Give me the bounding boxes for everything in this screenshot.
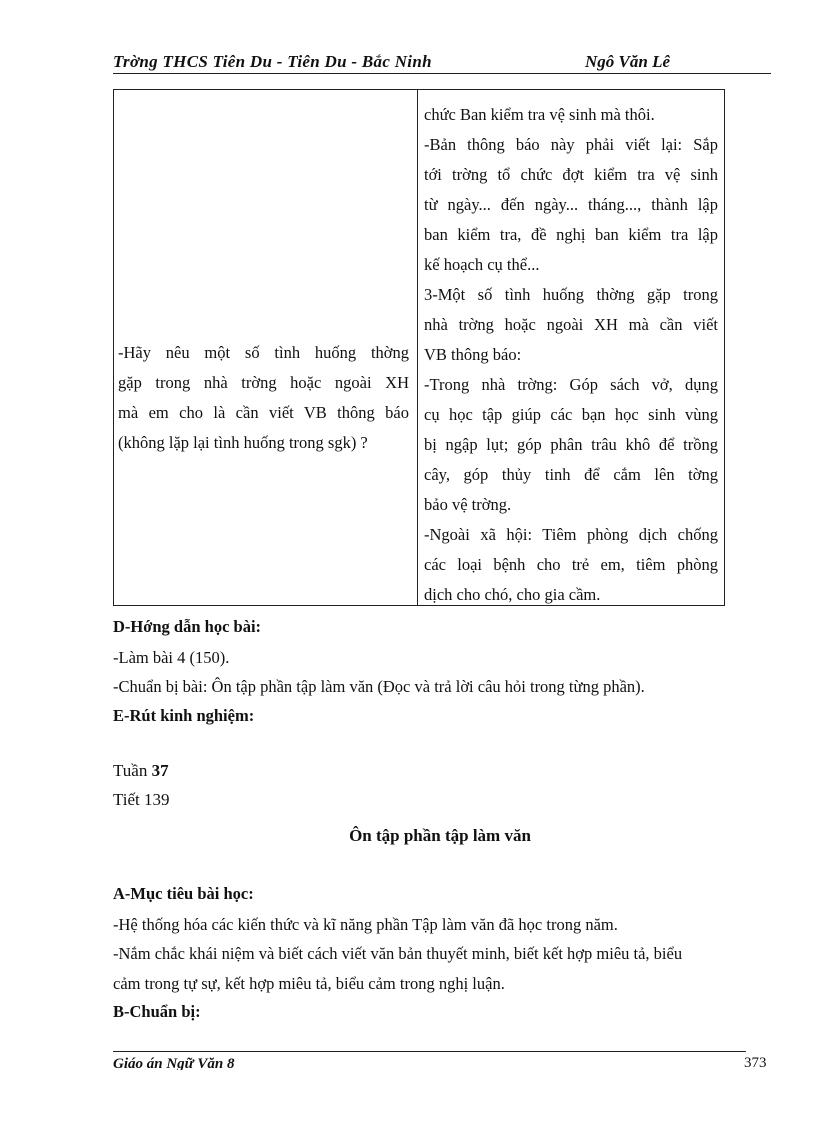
table-answer-cell (424, 100, 718, 610)
answer-line: -Trong nhà trờng: Góp sách vở, dụng (424, 375, 718, 394)
section-e-heading: E-Rút kinh nghiệm: (113, 706, 255, 725)
answer-line: cụ học tập giúp các bạn học sinh vùng (424, 405, 718, 424)
question-line: gặp trong nhà trờng hoặc ngoài XH (118, 373, 409, 392)
table-column-divider (417, 90, 418, 605)
section-d-item: -Chuẩn bị bài: Ôn tập phần tập làm văn (Đọc và trả lời câu hỏi trong từng phần). (113, 677, 645, 696)
answer-line: các loại bệnh cho trẻ em, tiêm phòng (424, 555, 718, 574)
answer-line: kế hoạch cụ thể... (424, 255, 540, 274)
section-a-line: -Nắm chắc khái niệm và biết cách viết văn bản thuyết minh, biết kết hợp miêu tả, biểu (113, 944, 683, 963)
section-a-line: cảm trong tự sự, kết hợp miêu tả, biểu cảm trong nghị luận. (113, 974, 505, 993)
week-number: 37 (151, 761, 169, 780)
section-d-heading: D-Hớng dẫn học bài: (113, 617, 262, 636)
page-header-author: Ngô Văn Lê (585, 52, 670, 71)
page-footer-title: Giáo án Ngữ Văn 8 (113, 1056, 235, 1070)
header-divider (113, 73, 771, 74)
week-label: Tuần 37 (113, 761, 169, 780)
answer-line: tới trờng tổ chức đợt kiểm tra vệ sinh (424, 165, 718, 184)
answer-line: chức Ban kiểm tra vệ sinh mà thôi. (424, 105, 655, 124)
lesson-title: Ôn tập phần tập làm văn (349, 826, 531, 845)
answer-line: bị ngập lụt; góp phân trâu khô để trồng (424, 435, 718, 454)
question-line: (không lặp lại tình huống trong sgk) ? (118, 433, 368, 452)
section-a-line: -Hệ thống hóa các kiến thức và kĩ năng phần Tập làm văn đã học trong năm. (113, 915, 618, 934)
answer-line: từ ngày... đến ngày... tháng..., thành lập (424, 195, 718, 214)
page-number: 373 (744, 1055, 767, 1071)
section-b-heading: B-Chuẩn bị: (113, 1002, 201, 1021)
period-label: Tiết 139 (113, 790, 170, 809)
answer-line: dịch cho chó, cho gia cầm. (424, 585, 601, 604)
page-header-school: Trờng THCS Tiên Du - Tiên Du - Bắc Ninh (113, 52, 432, 71)
question-line: -Hãy nêu một số tình huống thờng (118, 343, 409, 362)
footer-divider (113, 1051, 746, 1052)
answer-line: -Ngoài xã hội: Tiêm phòng dịch chống (424, 525, 718, 544)
section-a-heading: A-Mục tiêu bài học: (113, 884, 254, 903)
answer-line: VB thông báo: (424, 345, 522, 364)
answer-line: bảo vệ trờng. (424, 495, 512, 514)
answer-line: -Bản thông báo này phải viết lại: Sắp (424, 135, 718, 154)
question-line: mà em cho là cần viết VB thông báo (118, 403, 409, 422)
lesson-table (113, 89, 725, 606)
answer-line: 3-Một số tình huống thờng gặp trong (424, 285, 718, 304)
table-question-cell (118, 338, 409, 458)
answer-line: ban kiểm tra, đề nghị ban kiểm tra lập (424, 225, 718, 244)
section-d-item: -Làm bài 4 (150). (113, 648, 230, 667)
answer-line: nhà trờng hoặc ngoài XH mà cần viết (424, 315, 718, 334)
answer-line: cây, góp thủy tinh để cắm lên tờng (424, 465, 718, 484)
